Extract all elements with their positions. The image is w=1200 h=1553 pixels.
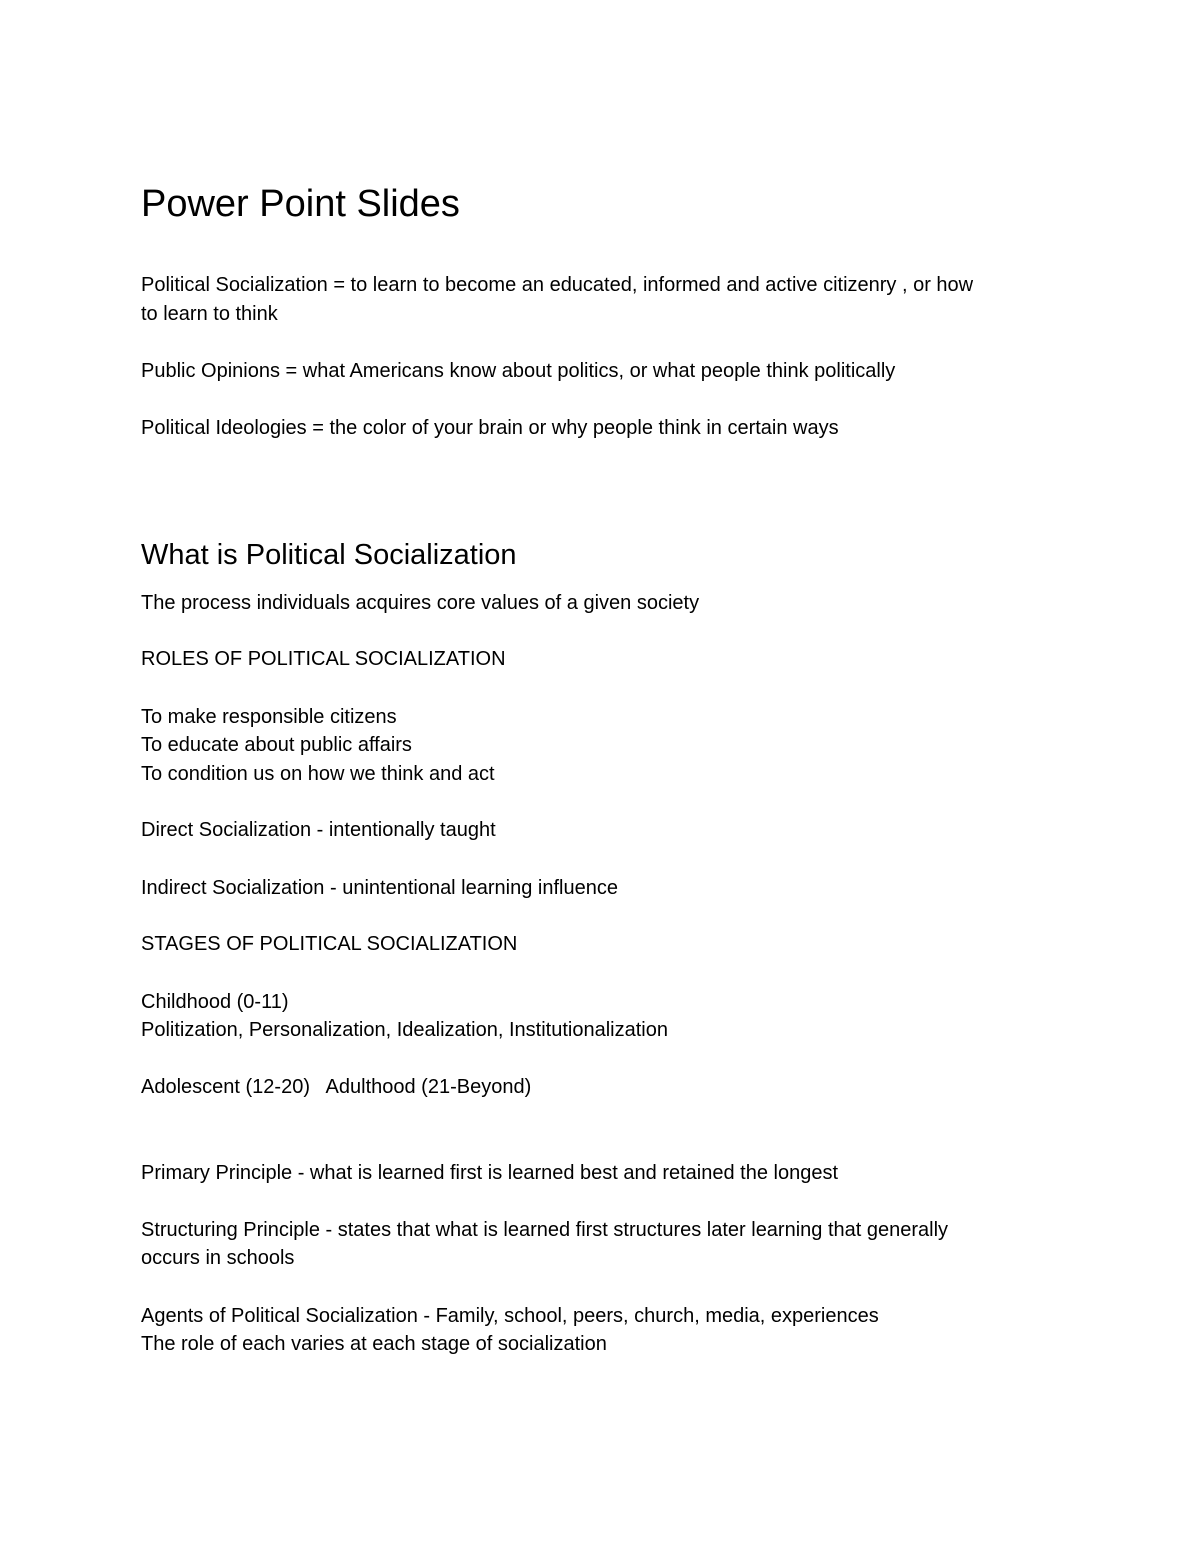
direct-socialization: Direct Socialization - intentionally taught — [141, 819, 496, 841]
role-item: To condition us on how we think and act — [141, 763, 495, 785]
agents-of-socialization: Agents of Political Socialization - Family, school, peers, church, media, experiences — [141, 1305, 879, 1327]
indirect-socialization: Indirect Socialization - unintentional learning influence — [141, 877, 618, 899]
public-opinions-definition: Public Opinions = what Americans know about politics, or what people think politically — [141, 360, 896, 382]
agents-role: The role of each varies at each stage of socialization — [141, 1333, 607, 1355]
political-socialization-definition-line2: to learn to think — [141, 303, 278, 325]
roles-heading: ROLES OF POLITICAL SOCIALIZATION — [141, 648, 506, 670]
role-item: To make responsible citizens — [141, 706, 397, 728]
document-title: Power Point Slides — [141, 183, 460, 225]
political-socialization-definition-line1: Political Socialization = to learn to become an educated, informed and active citizenry , or how — [141, 274, 974, 296]
stages-heading: STAGES OF POLITICAL SOCIALIZATION — [141, 933, 518, 955]
political-ideologies-definition: Political Ideologies = the color of your brain or why people think in certain ways — [141, 417, 839, 439]
structuring-principle-line2: occurs in schools — [141, 1247, 295, 1269]
primary-principle: Primary Principle - what is learned first is learned best and retained the longest — [141, 1162, 839, 1184]
structuring-principle-line1: Structuring Principle - states that what is learned first structures later learning that generally — [141, 1219, 949, 1241]
adolescent-adulthood-stages: Adolescent (12-20) Adulthood (21-Beyond) — [141, 1076, 532, 1098]
childhood-processes: Politization, Personalization, Idealization, Institutionalization — [141, 1019, 668, 1041]
role-item: To educate about public affairs — [141, 734, 412, 756]
section-definition: The process individuals acquires core values of a given society — [141, 592, 700, 614]
childhood-stage: Childhood (0-11) — [141, 991, 289, 1013]
section-heading: What is Political Socialization — [141, 539, 517, 571]
